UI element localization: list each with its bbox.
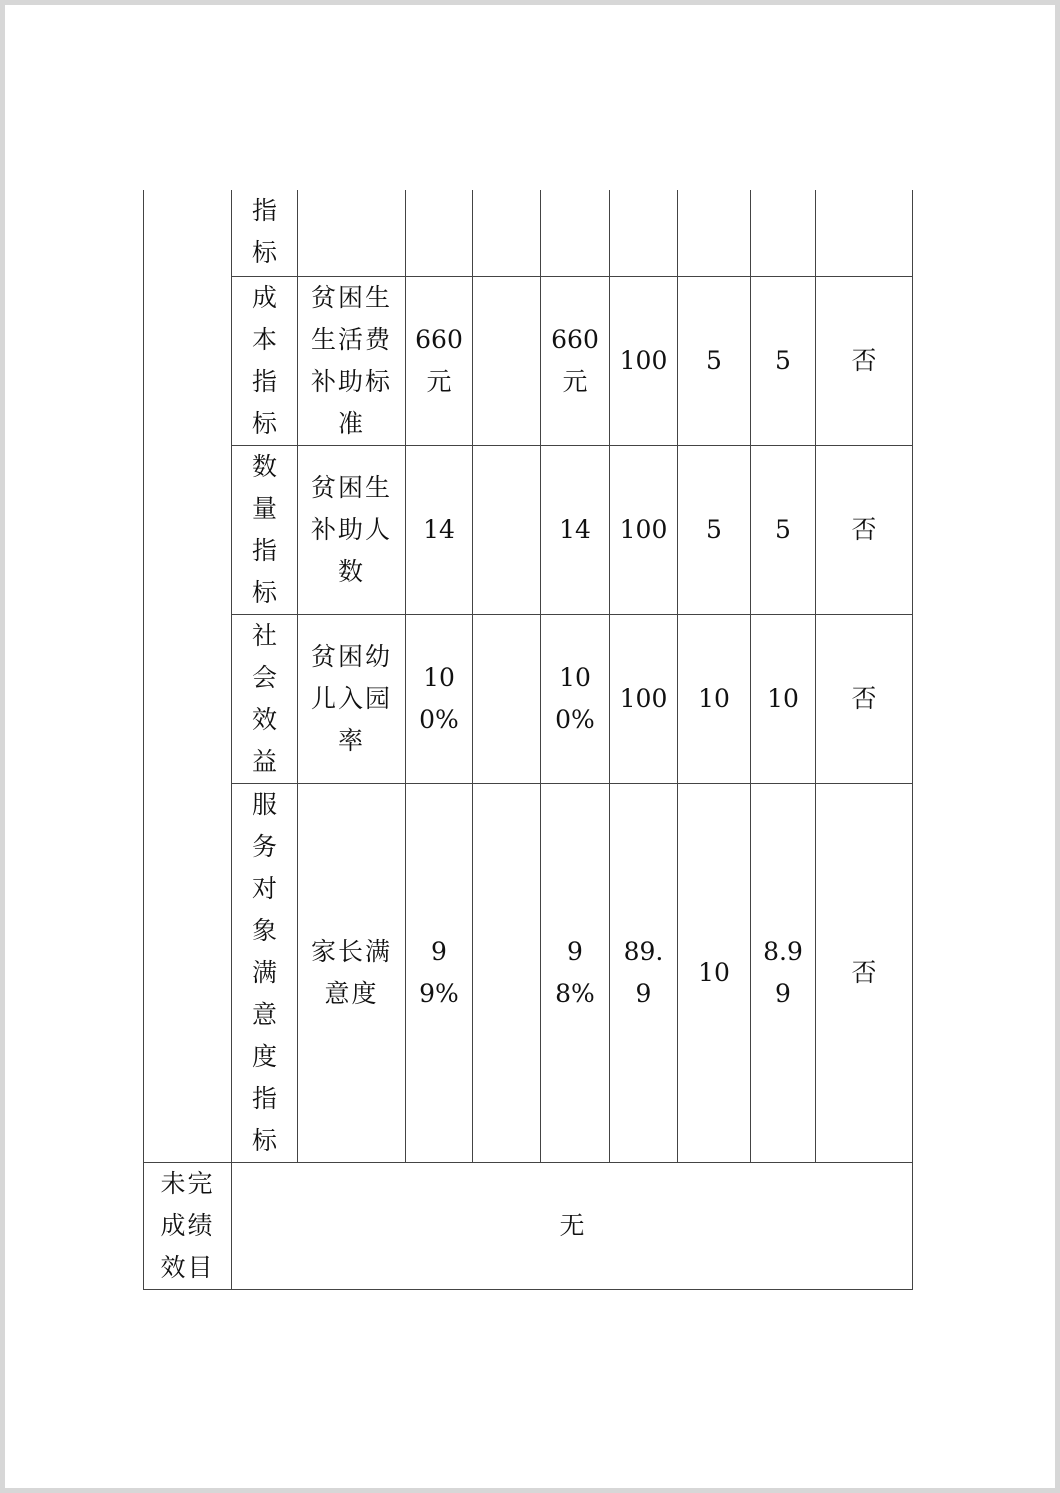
rate-cell: 100 bbox=[610, 445, 678, 614]
table-row bbox=[144, 445, 913, 614]
footer-content-cell: 无 bbox=[232, 1162, 913, 1289]
score-cell bbox=[751, 190, 816, 276]
score-cell: 5 bbox=[751, 276, 816, 445]
target-cell: 660元 bbox=[406, 276, 473, 445]
actual-cell: 98% bbox=[541, 783, 610, 1162]
table-row bbox=[144, 276, 913, 445]
left-merged-cell bbox=[144, 190, 232, 1162]
weight-cell bbox=[678, 190, 751, 276]
weight-cell: 10 bbox=[678, 783, 751, 1162]
target-cell: 99% bbox=[406, 783, 473, 1162]
rate-cell bbox=[610, 190, 678, 276]
indicator-cell: 贫困生补助人数 bbox=[298, 445, 406, 614]
category-cell: 数量指标 bbox=[232, 445, 298, 614]
col4-cell bbox=[473, 445, 541, 614]
weight-cell: 5 bbox=[678, 276, 751, 445]
col4-cell bbox=[473, 783, 541, 1162]
weight-cell: 10 bbox=[678, 614, 751, 783]
score-cell: 10 bbox=[751, 614, 816, 783]
actual-cell: 14 bbox=[541, 445, 610, 614]
score-cell: 8.99 bbox=[751, 783, 816, 1162]
category-cell: 指标 bbox=[232, 190, 298, 276]
footer-row bbox=[144, 1162, 913, 1289]
rate-cell: 100 bbox=[610, 614, 678, 783]
actual-cell: 100% bbox=[541, 614, 610, 783]
actual-cell: 660元 bbox=[541, 276, 610, 445]
flag-cell bbox=[816, 190, 913, 276]
indicator-cell: 贫困生生活费补助标准 bbox=[298, 276, 406, 445]
table-row bbox=[144, 614, 913, 783]
category-cell: 成本指标 bbox=[232, 276, 298, 445]
flag-cell: 否 bbox=[816, 783, 913, 1162]
target-cell bbox=[406, 190, 473, 276]
col4-cell bbox=[473, 614, 541, 783]
col4-cell bbox=[473, 276, 541, 445]
score-cell: 5 bbox=[751, 445, 816, 614]
flag-cell: 否 bbox=[816, 445, 913, 614]
flag-cell: 否 bbox=[816, 276, 913, 445]
target-cell: 100% bbox=[406, 614, 473, 783]
indicator-cell bbox=[298, 190, 406, 276]
performance-table bbox=[143, 190, 913, 1290]
weight-cell: 5 bbox=[678, 445, 751, 614]
table-row bbox=[144, 783, 913, 1162]
indicator-cell: 贫困幼儿入园率 bbox=[298, 614, 406, 783]
indicator-cell: 家长满意度 bbox=[298, 783, 406, 1162]
category-cell: 服务对象满意度指标 bbox=[232, 783, 298, 1162]
rate-cell: 100 bbox=[610, 276, 678, 445]
footer-label-cell: 未完成绩效目 bbox=[144, 1162, 232, 1289]
rate-cell: 89.9 bbox=[610, 783, 678, 1162]
actual-cell bbox=[541, 190, 610, 276]
col4-cell bbox=[473, 190, 541, 276]
flag-cell: 否 bbox=[816, 614, 913, 783]
category-cell: 社会效益 bbox=[232, 614, 298, 783]
target-cell: 14 bbox=[406, 445, 473, 614]
table-row bbox=[144, 190, 913, 276]
